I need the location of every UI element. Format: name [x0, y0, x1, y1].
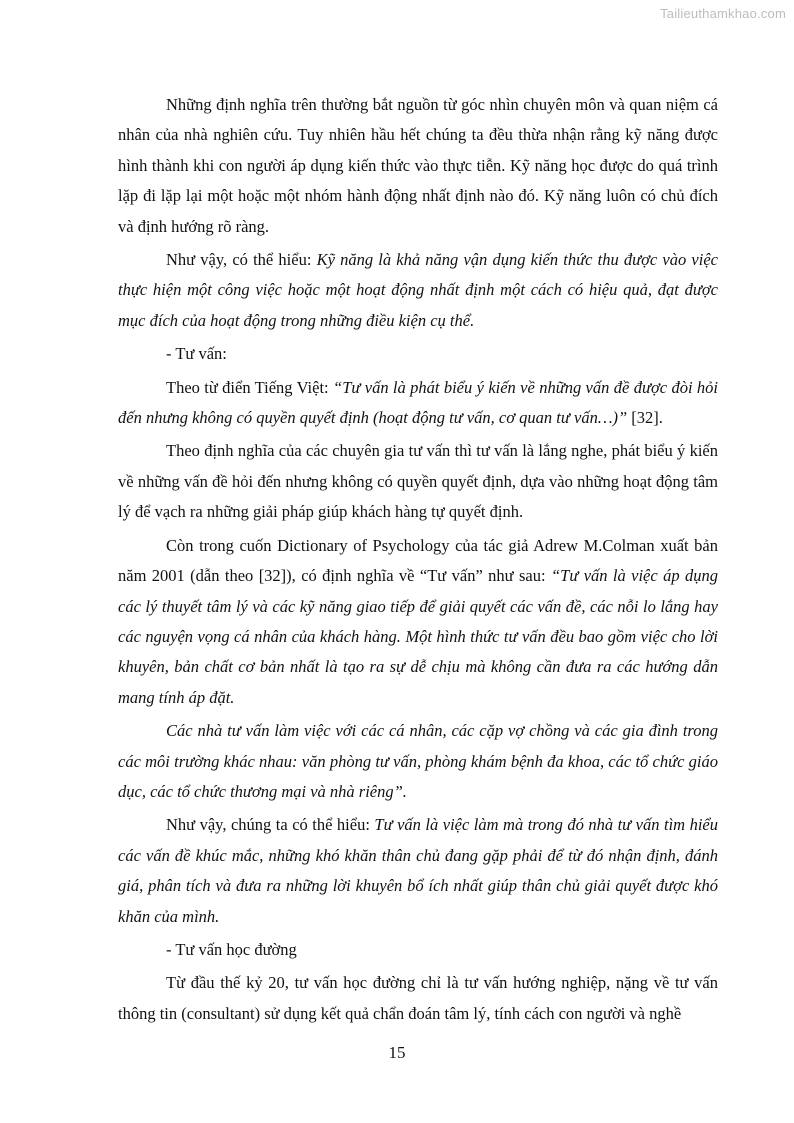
text-italic: Các nhà tư vấn làm việc với các cá nhân, các cặp vợ chồng và các gia đình trong các môi trường khác nhau: văn phòng tư vấn, phòng khám bệnh đa khoa, các tổ chức giáo dục, các tổ chức thương mại và nhà riêng”. — [118, 721, 718, 801]
paragraph-skill-summary — [118, 245, 718, 336]
text-italic: Tư vấn là việc làm mà trong đó nhà tư vấn tìm hiểu các vấn đề khúc mắc, những khó khăn thân chủ đang gặp phải để từ đó nhận định, đánh giá, phân tích và đưa ra những lời khuyên bổ ích nhất giúp thân chủ giải quyết được khó khăn của mình. — [118, 815, 718, 926]
paragraph-skill-definitions: Những định nghĩa trên thường bắt nguồn từ góc nhìn chuyên môn và quan niệm cá nhân của nhà nghiên cứu. Tuy nhiên hầu hết chúng ta đều thừa nhận rằng kỹ năng được hình thành khi con người áp dụng kiến thức vào thực tiễn. Kỹ năng học được do quá trình lặp đi lặp lại một hoặc một nhóm hành động nhất định nào đó. Kỹ năng luôn có chủ đích và định hướng rõ ràng. — [118, 95, 718, 236]
text-italic: Kỹ năng là khả năng vận dụng kiến thức thu được vào việc thực hiện một công việc hoặc một hoạt động nhất định một cách có hiệu quả, đạt được mục đích của hoạt động trong những điều kiện cụ thể. — [118, 250, 718, 330]
page-number: 15 — [388, 1043, 406, 1062]
paragraph-counselor-settings — [118, 716, 718, 807]
paragraph-school-counseling-history: Từ đầu thế kỷ 20, tư vấn học đường chỉ là tư vấn hướng nghiệp, nặng về tư vấn thông tin (consultant) sử dụng kết quả chẩn đoán tâm lý, tính cách con người và nghề — [118, 973, 718, 1023]
watermark: Tailieuthamkhao.com — [660, 6, 786, 21]
heading-school-counseling: - Tư vấn học đường — [166, 939, 297, 959]
citation: [32]. — [627, 408, 663, 428]
text-normal: Theo từ điển Tiếng Việt: — [166, 377, 334, 397]
paragraph-dictionary-definition — [118, 373, 718, 434]
text-normal: Như vậy, chúng ta có thể hiểu: — [166, 815, 375, 835]
paragraph-expert-definition: Theo định nghĩa của các chuyên gia tư vấn thì tư vấn là lắng nghe, phát biểu ý kiến về những vấn đề hỏi đến nhưng không có quyền quyết định, dựa vào những hoạt động tâm lý để vạch ra những giải pháp giúp khách hàng tự quyết định. — [118, 441, 718, 522]
text-italic: “Tư vấn là phát biểu ý kiến về những vấn đề được đòi hỏi đến nhưng không có quyền quyết định (hoạt động tư vấn, cơ quan tư vấn…)” — [118, 377, 718, 428]
paragraph-colman-definition — [118, 531, 718, 713]
text-normal: Còn trong cuốn Dictionary of Psychology của tác giả Adrew M.Colman xuất bản năm 2001 (dẫn theo [32]), có định nghĩa về “Tư vấn” như sau: — [118, 535, 718, 586]
heading-tu-van: - Tư vấn: — [166, 344, 227, 364]
text-italic: “Tư vấn là việc áp dụng các lý thuyết tâm lý và các kỹ năng giao tiếp để giải quyết các vấn đề, các nỗi lo lắng hay các nguyện vọng cá nhân của khách hàng. Một hình thức tư vấn đều bao gồm việc cho lời khuyên, bản chất cơ bản nhất là tạo ra sự dễ chịu mà không cần đưa ra các hướng dẫn mang tính áp đặt. — [118, 566, 718, 707]
document-body — [118, 90, 718, 1029]
paragraph-counseling-summary — [118, 810, 718, 932]
text-normal: Như vậy, có thể hiểu: — [166, 250, 317, 270]
